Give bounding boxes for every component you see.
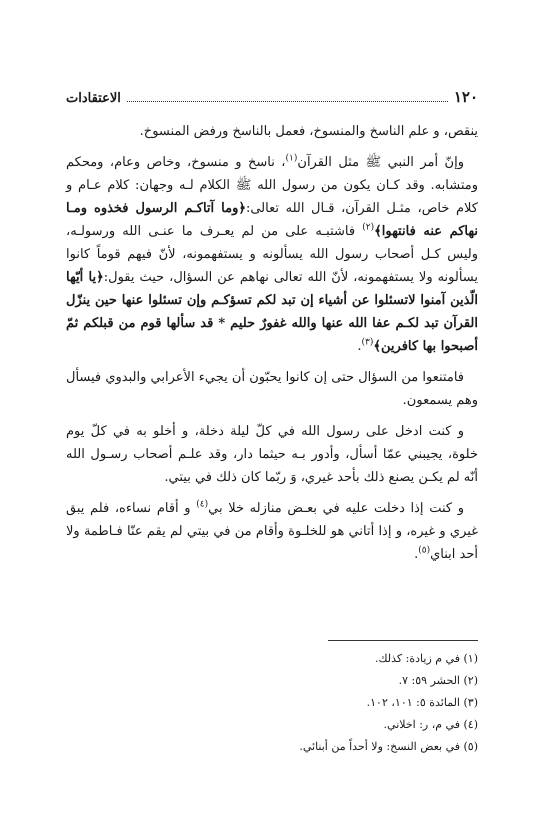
footnote-ref-3: (٣)	[361, 337, 374, 348]
paragraph-5-text-a: و كنت إذا دخلت عليه في بعـض منازله خلا بي	[208, 501, 465, 516]
footnote-ref-5: (٥)	[418, 545, 431, 556]
footnote-divider	[328, 640, 478, 641]
footnote-ref-4: (٤)	[196, 499, 209, 510]
body-text	[66, 120, 478, 566]
paragraph-2-text-a: وإنّ أمر النبي ﷺ مثل القرآن	[297, 155, 464, 170]
page-number: ١٢٠	[453, 88, 478, 106]
footnote-ref-2: (٢)	[362, 222, 375, 233]
page	[66, 84, 479, 753]
footnote-4: (٤) في م، ر: اخلاني.	[383, 718, 478, 731]
footnote-3: (٣) المائدة ٥: ١٠١، ١٠٢.	[366, 696, 478, 709]
paragraph-2-text-b: ، ناسخ و منسوخ، وخاص وعام، ومحكم ومتشابه. وقد كـان يكون من رسول الله ﷺ الكلام لـه وجهان: كلام عـام و كلام خاص، مثـل القرآن، قـال الله تعالى:	[66, 155, 478, 216]
paragraph-4: و كنت ادخل على رسول الله في كلّ ليلة دخلة، و أخلو به في كلّ يوم خلوة، يجيبني عمّا أسأل، وأدور بـه حيثما دار، وقد علـم أصحاب رسـول الله أنّه لم يكـن يصنع ذلك بأحد غيري، وَ ربّما كان ذلك في بيتي.	[66, 424, 478, 485]
footnote-1: (١) في م زيادة: كذلك.	[375, 652, 478, 665]
footnote-5: (٥) في بعض النسخ: ولا أحداً من أبنائي.	[299, 740, 478, 753]
paragraph-5-text-c: .	[414, 547, 419, 562]
footnote-2: (٢) الحشر ٥٩: ٧.	[398, 674, 478, 687]
header-dotted-leader	[127, 101, 448, 102]
paragraph-1: ينقص، و علم الناسخ والمنسوخ، فعمل بالناسخ ورفض المنسوخ.	[139, 124, 478, 139]
footnotes	[66, 648, 478, 758]
running-title: الاعتقادات	[66, 91, 121, 106]
paragraph-2-text-c: فاشتبـه على من لم يعـرف ما عنـى الله ورسولـه، وليس كـل أصحاب رسول الله يسألونه و يستفهمونه، لأنّ فيهم قوماً كانوا يسألونه ولا يستفهمونه، لأنّ الله تعالى نهاهم عن السؤال، حيث يقول:	[66, 224, 479, 285]
paragraph-5-text-b: و أقام نساءه، فلم يبق غيري و غيره، و إذا أتاني هو للخلـوة وأقام من في بيتي لم يقم عنّا فـاطمة ولا أحد ابناي	[66, 501, 478, 562]
footnote-ref-1: (١)	[285, 153, 298, 164]
paragraph-3: فامتنعوا من السؤال حتى إن كانوا يحبّون أن يجيء الأعرابي والبدوي فيسأل وهم يسمعون.	[66, 370, 478, 408]
quran-quote-2: ﴿يا أيّها الّذين آمنوا لاتسئلوا عن أشياء إن تبد لكم تسؤكـم وإن تسئلوا عنها حين ينزّل القرآن تبد لكـم عفا الله عنها والله غفورٌ حليم * قد سألها قوم من قبلكم ثمّ أصبحوا بها كافرين﴾	[66, 270, 478, 354]
page-header	[66, 84, 478, 106]
quran-quote-1: ﴿وما آتاكـم الرسول فخذوه ومـا نهاكم عنه فانتهوا﴾	[66, 201, 478, 239]
paragraph-2-text-d: .	[357, 339, 362, 354]
paragraph-2	[66, 151, 478, 358]
paragraph-5	[66, 497, 478, 566]
